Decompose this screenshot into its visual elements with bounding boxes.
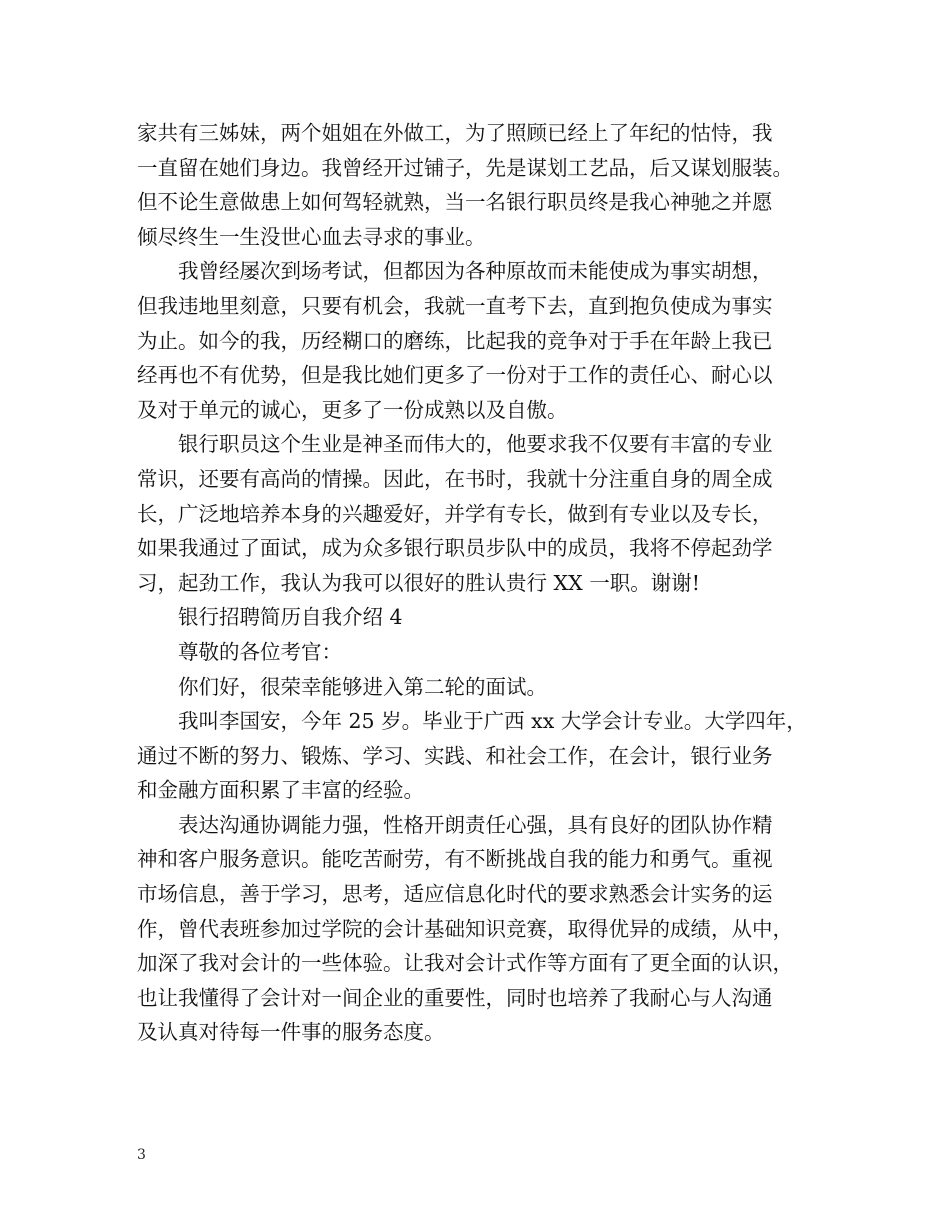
section-heading: 银行招聘简历自我介绍 4	[137, 605, 403, 630]
text-line: 表达沟通协调能力强，性格开朗责任心强，具有良好的团队协作精	[137, 812, 773, 837]
text-line: 神和客户服务意识。能吃苦耐劳，有不断挑战自我的能力和勇气。重视	[137, 847, 773, 872]
text-line: 银行职员这个生业是神圣而伟大的，他要求我不仅要有丰富的专业	[137, 432, 773, 457]
text-line: 倾尽终生一生没世心血去寻求的事业。	[137, 224, 486, 249]
text-line: 也让我懂得了会计对一间企业的重要性，同时也培养了我耐心与人沟通	[137, 985, 773, 1010]
text-line: 市场信息，善于学习，思考，适应信息化时代的要求熟悉会计实务的运	[137, 882, 773, 907]
text-line: 我曾经屡次到场考试，但都因为各种原故而未能使成为事实胡想，	[137, 259, 773, 284]
text-line: 常识，还要有高尚的情操。因此，在书时，我就十分注重自身的周全成	[137, 466, 773, 491]
text-line: 如果我通过了面试，成为众多银行职员步队中的成员，我将不停起劲学	[137, 536, 773, 561]
text-line: 加深了我对会计的一些体验。让我对会计式作等方面有了更全面的认识，	[137, 951, 793, 976]
text-line: 你们好，很荣幸能够进入第二轮的面试。	[137, 674, 547, 699]
text-line: 长，广泛地培养本身的兴趣爱好，并学有专长，做到有专业以及专长，	[137, 501, 773, 526]
text-line: 经再也不有优势，但是我比她们更多了一份对于工作的责任心、耐心以	[137, 363, 773, 388]
text-line: 我叫李国安，今年 25 岁。毕业于广西 xx 大学会计专业。大学四年，	[137, 709, 807, 734]
text-line: 但不论生意做患上如何驾轻就熟，当一名银行职员终是我心神驰之并愿	[137, 190, 773, 215]
text-line: 及对于单元的诚心，更多了一份成熟以及自傲。	[137, 397, 568, 422]
text-line: 和金融方面积累了丰富的经验。	[137, 778, 424, 803]
text-line: 家共有三姊妹，两个姐姐在外做工，为了照顾已经上了年纪的怙恃，我	[137, 121, 773, 145]
text-line: 作，曾代表班参加过学院的会计基础知识竞赛，取得优异的成绩，从中，	[137, 916, 793, 941]
salutation: 尊敬的各位考官：	[137, 639, 342, 664]
text-line: 通过不断的努力、锻炼、学习、实践、和社会工作，在会计，银行业务	[137, 743, 773, 768]
body-text	[137, 116, 837, 1050]
text-line: 及认真对待每一件事的服务态度。	[137, 1020, 445, 1045]
text-line: 为止。如今的我，历经糊口的磨练，比起我的竞争对于手在年龄上我已	[137, 328, 773, 353]
text-line: 习，起劲工作，我认为我可以很好的胜认贵行 XX 一职。谢谢!	[137, 570, 700, 595]
text-line: 一直留在她们身边。我曾经开过铺子，先是谋划工艺品，后又谋划服装。	[137, 155, 793, 180]
text-line: 但我违地里刻意，只要有机会，我就一直考下去，直到抱负使成为事实	[137, 293, 773, 318]
page-number: 3	[137, 1147, 146, 1163]
